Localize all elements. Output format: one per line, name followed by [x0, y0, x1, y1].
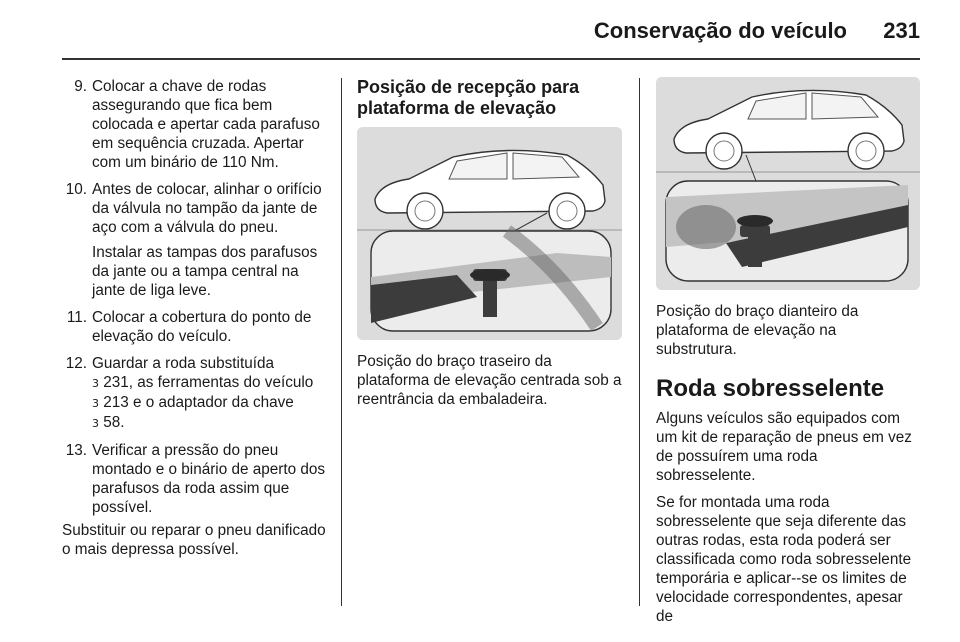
rear-lift-point-illustration	[357, 127, 622, 340]
section-heading: Roda sobresselente	[656, 375, 885, 402]
column-divider-1	[341, 78, 342, 606]
header-title: Conservação do veículo	[593, 18, 847, 43]
arrow-icon: 3	[92, 377, 99, 390]
cross-reference-2[interactable]: 3 213 e o adaptador da chave	[92, 394, 294, 411]
step-text: Colocar a cobertura do ponto de elevação do veículo.	[92, 309, 312, 345]
car-illustration	[656, 77, 920, 290]
column-1	[62, 77, 326, 567]
column-2	[357, 77, 622, 417]
arrow-icon: 3	[92, 417, 99, 430]
column-3	[656, 77, 920, 634]
step-text	[92, 354, 326, 433]
front-lift-point-illustration	[656, 77, 920, 290]
arrow-icon: 3	[92, 397, 99, 410]
step-text: Antes de colocar, alinhar o orifício da válvula no tampão da jante de aço com a válvula do pneu.	[92, 181, 322, 236]
step-number: 12.	[65, 355, 87, 372]
header-rule	[62, 58, 920, 60]
step-10-note: Instalar as tampas dos parafusos da jante ou a tampa central na jante de liga leve.	[92, 244, 318, 299]
step-number: 10.	[65, 181, 87, 198]
step-12	[62, 354, 326, 433]
step-13	[62, 441, 326, 517]
step-11	[62, 308, 326, 346]
figure-caption: Posição do braço traseiro da plataforma de elevação centrada sob a reentrância da embaladeira.	[357, 353, 622, 408]
step-number: 13.	[65, 442, 87, 459]
cross-reference-3[interactable]: 3 58.	[92, 414, 125, 431]
column-divider-2	[639, 78, 640, 606]
section-heading: Posição de recepção para plataforma de elevação	[357, 77, 580, 118]
step-text: Verificar a pressão do pneu montado e o binário de aperto dos parafusos da roda assim que possível.	[92, 442, 326, 516]
step-9	[62, 77, 326, 172]
figure-caption: Posição do braço dianteiro da plataforma de elevação na substrutura.	[656, 303, 859, 358]
step-10	[62, 180, 326, 237]
cross-reference-1[interactable]: 3 231, as ferramentas do veículo	[92, 374, 314, 391]
step-text: Colocar a chave de rodas assegurando que fica bem colocada e apertar cada parafuso em sequência cruzada. Apertar com um binário de 110 Nm.	[92, 78, 320, 171]
page-number: 231	[883, 18, 920, 43]
step-number: 11.	[66, 309, 87, 326]
paragraph: Se for montada uma roda sobresselente que seja diferente das outras rodas, esta roda poderá ser classificada como roda sobresselente temporária e aplicar--se os limites de velocidade correspondentes, apesar de	[656, 494, 912, 625]
page-header	[62, 14, 920, 60]
step-number: 9.	[74, 78, 87, 95]
step-line: Guardar a roda substituída	[92, 355, 274, 372]
closing-paragraph: Substituir ou reparar o pneu danificado o mais depressa possível.	[62, 522, 326, 558]
paragraph: Alguns veículos são equipados com um kit de reparação de pneus em vez de possuírem uma roda sobresselente.	[656, 410, 912, 484]
car-illustration	[357, 127, 622, 340]
